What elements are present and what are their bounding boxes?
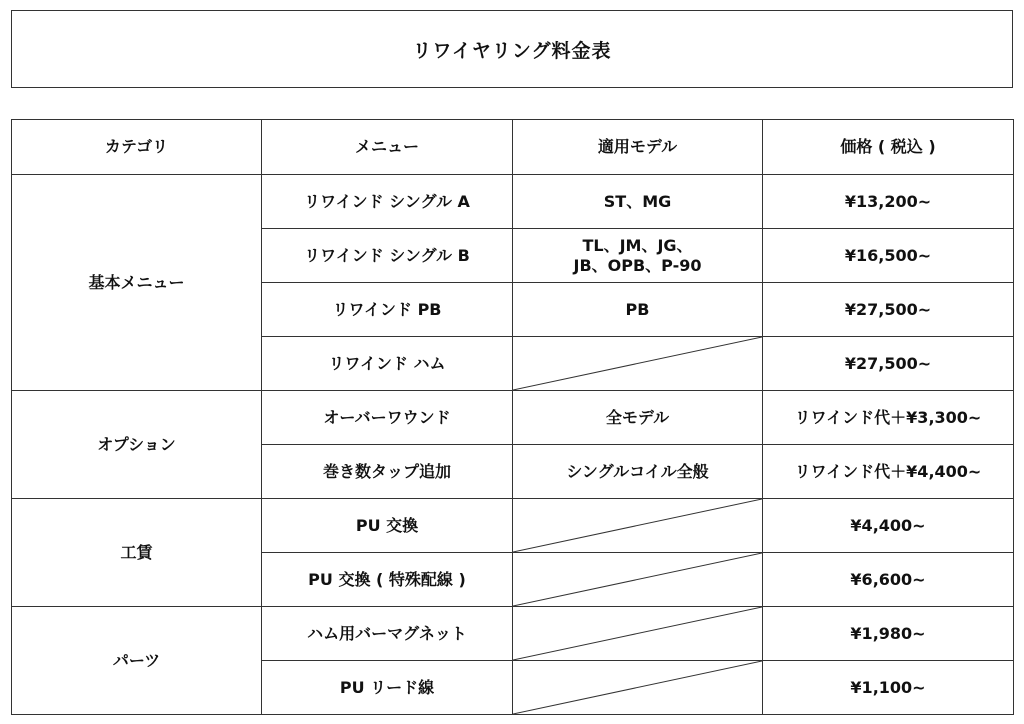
header-row (12, 120, 1014, 175)
table-row (12, 607, 1014, 661)
title-box (11, 10, 1013, 88)
menu-cell: リワインド PB (262, 283, 513, 337)
menu-cell: ハム用バーマグネット (262, 607, 513, 661)
header-category: カテゴリ (12, 120, 262, 175)
table-row (12, 391, 1014, 445)
diagonal-line (513, 499, 762, 552)
models-cell-empty (513, 553, 763, 607)
price-cell: ¥1,980~ (763, 607, 1014, 661)
menu-cell: 巻き数タップ追加 (262, 445, 513, 499)
models-cell-empty (513, 661, 763, 715)
price-cell: リワインド代＋¥4,400~ (763, 445, 1014, 499)
price-cell: ¥16,500~ (763, 229, 1014, 283)
price-table (11, 119, 1014, 715)
diagonal-line (513, 661, 762, 714)
menu-cell: リワインド シングル A (262, 175, 513, 229)
price-cell: ¥1,100~ (763, 661, 1014, 715)
table-row (12, 499, 1014, 553)
header-price: 価格 ( 税込 ) (763, 120, 1014, 175)
price-cell: ¥4,400~ (763, 499, 1014, 553)
models-cell: 全モデル (513, 391, 763, 445)
menu-cell: PU リード線 (262, 661, 513, 715)
diagonal-line (513, 337, 762, 390)
models-cell-empty (513, 337, 763, 391)
models-cell: ST、MG (513, 175, 763, 229)
price-cell: ¥27,500~ (763, 337, 1014, 391)
models-cell: TL、JM、JG、 JB、OPB、P-90 (513, 229, 763, 283)
header-menu: メニュー (262, 120, 513, 175)
menu-cell: リワインド シングル B (262, 229, 513, 283)
price-cell: リワインド代＋¥3,300~ (763, 391, 1014, 445)
diagonal-slash (513, 337, 762, 390)
price-cell: ¥6,600~ (763, 553, 1014, 607)
models-cell-empty (513, 607, 763, 661)
menu-cell: リワインド ハム (262, 337, 513, 391)
diagonal-line (513, 607, 762, 660)
models-cell: PB (513, 283, 763, 337)
category-cell: パーツ (12, 607, 262, 715)
diagonal-line (513, 553, 762, 606)
page-title: リワイヤリング料金表 (412, 39, 612, 62)
category-cell: オプション (12, 391, 262, 499)
diagonal-slash (513, 661, 762, 714)
diagonal-slash (513, 499, 762, 552)
models-cell-empty (513, 499, 763, 553)
category-cell: 基本メニュー (12, 175, 262, 391)
price-cell: ¥13,200~ (763, 175, 1014, 229)
menu-cell: オーバーワウンド (262, 391, 513, 445)
diagonal-slash (513, 553, 762, 606)
price-cell: ¥27,500~ (763, 283, 1014, 337)
diagonal-slash (513, 607, 762, 660)
models-cell: シングルコイル全般 (513, 445, 763, 499)
category-cell: 工賃 (12, 499, 262, 607)
menu-cell: PU 交換 (262, 499, 513, 553)
menu-cell: PU 交換 ( 特殊配線 ) (262, 553, 513, 607)
header-models: 適用モデル (513, 120, 763, 175)
table-row (12, 175, 1014, 229)
table-body (12, 175, 1014, 715)
